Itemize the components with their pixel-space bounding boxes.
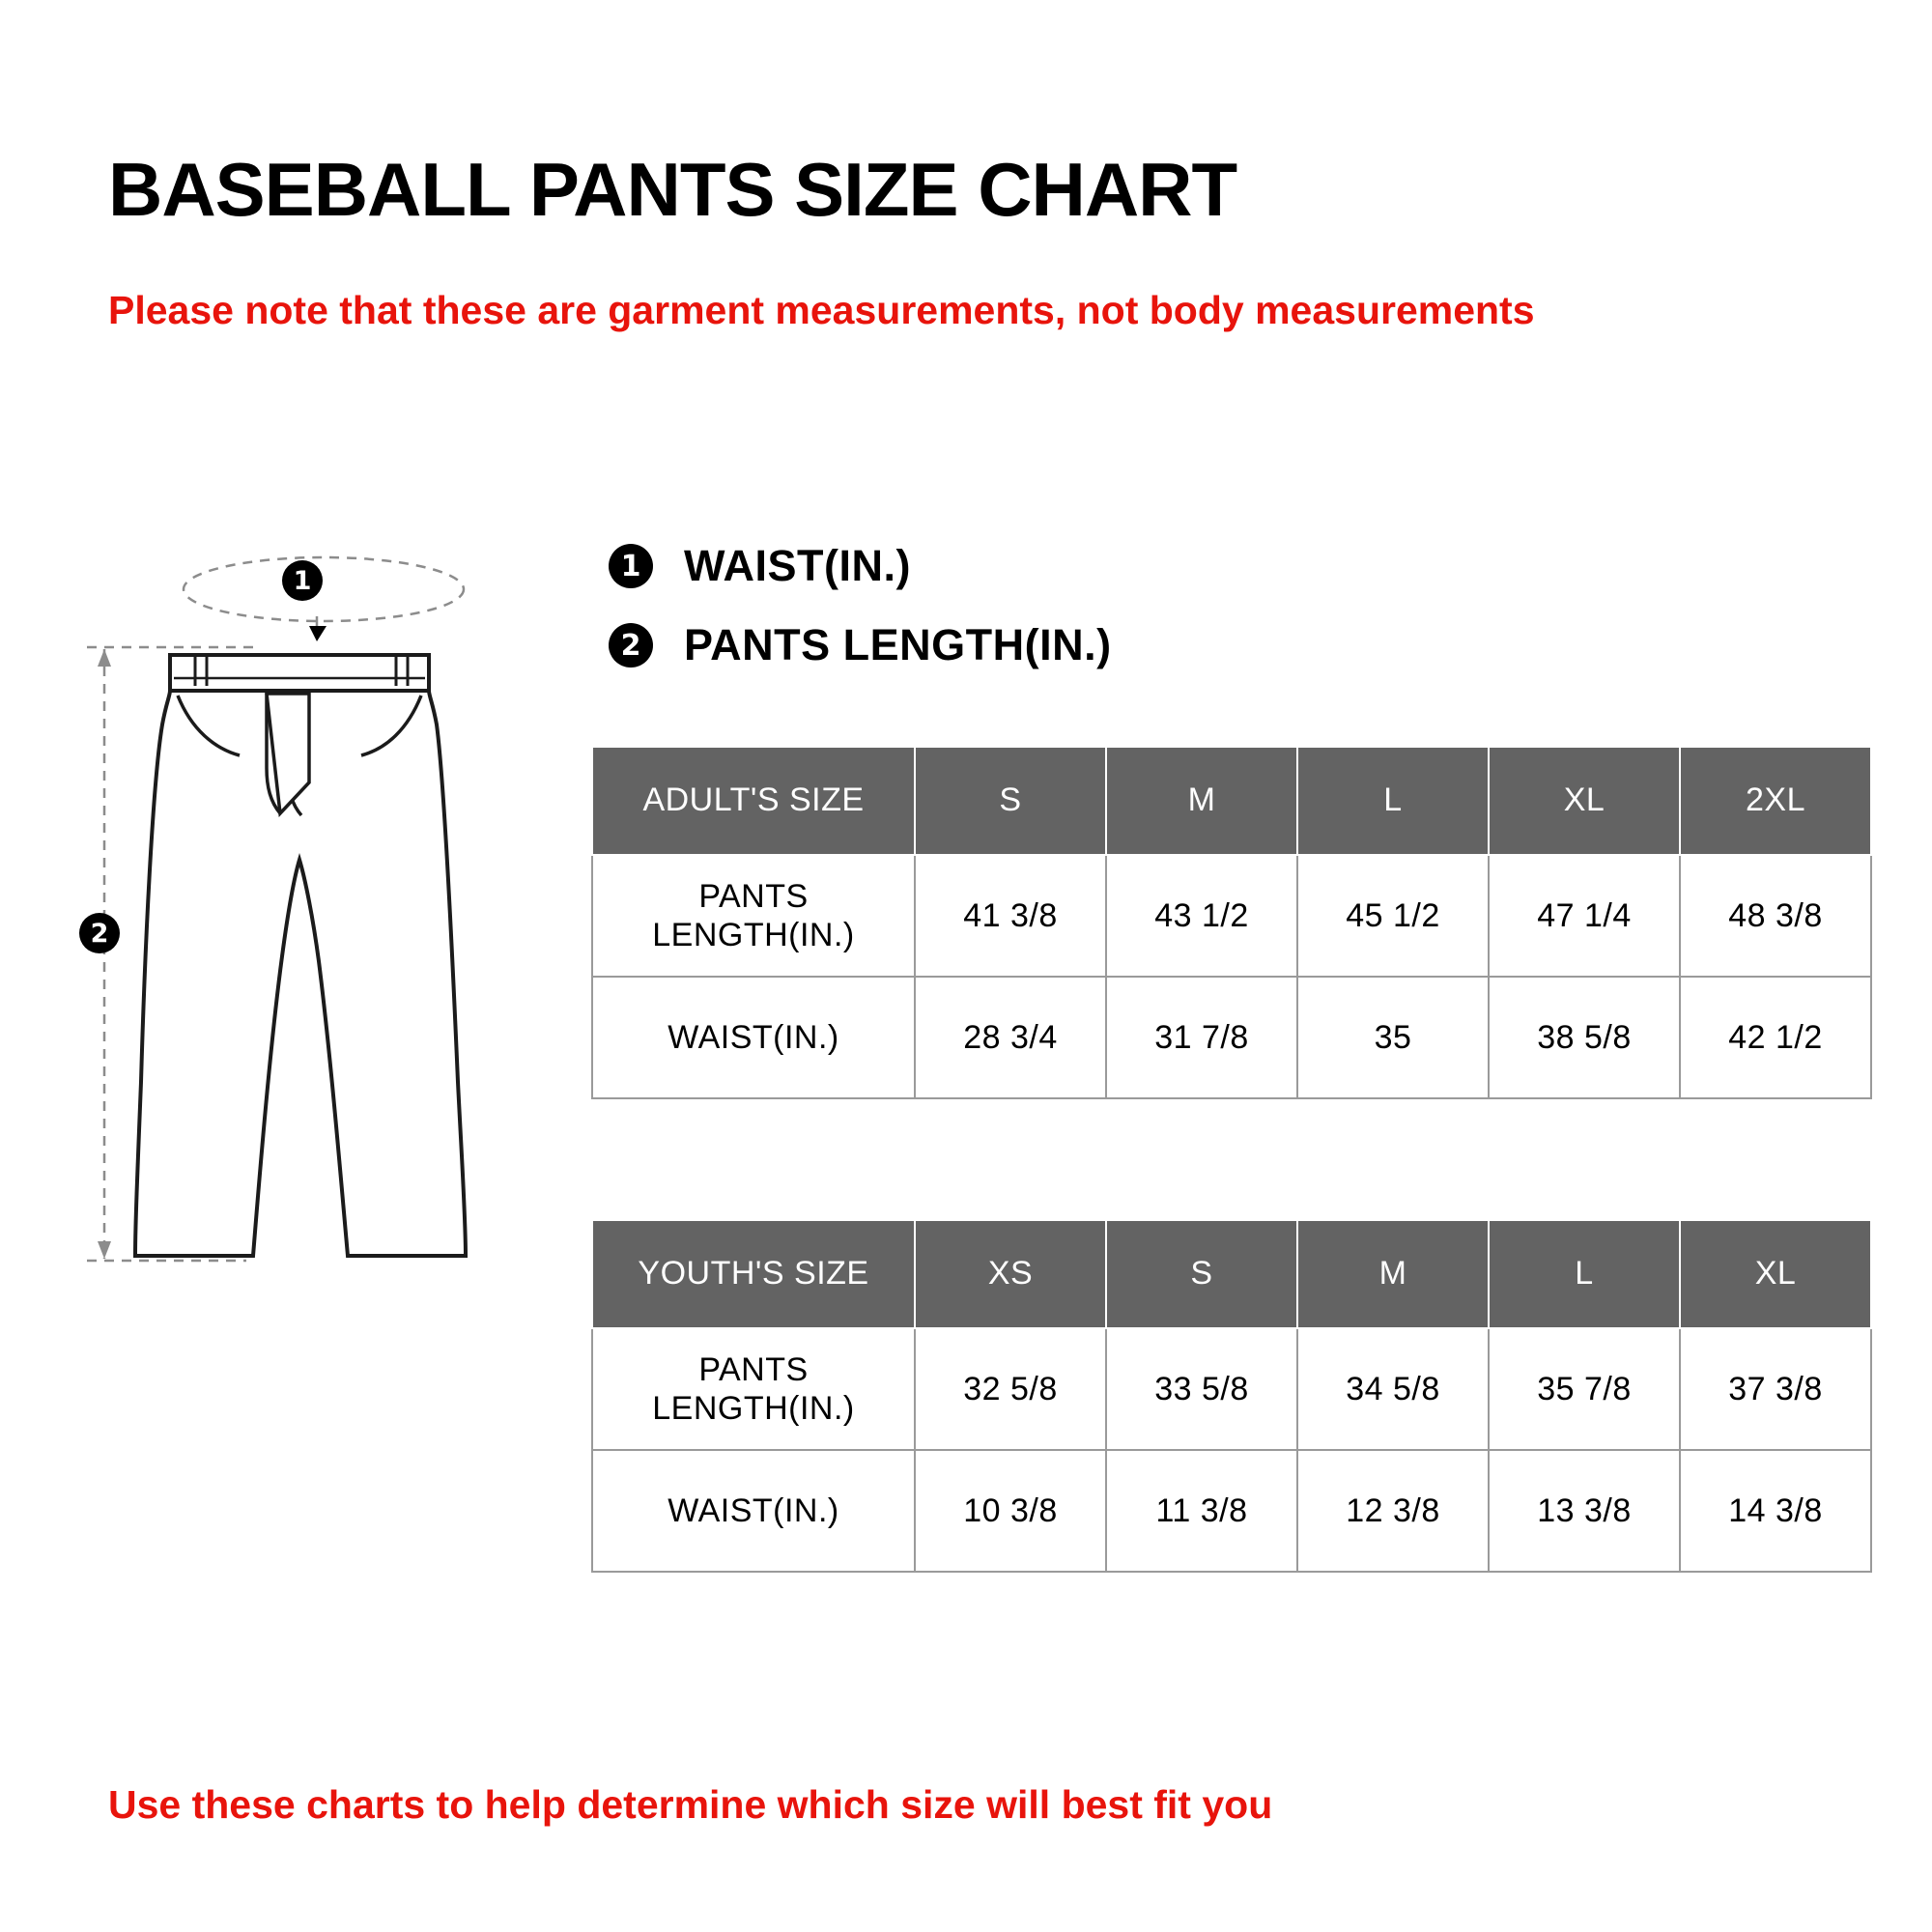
adult-size-table xyxy=(591,746,1872,1099)
adult-pants-length-xl: 47 1/4 xyxy=(1489,855,1680,977)
table-row xyxy=(592,1450,1871,1572)
youth-waist-xs: 10 3/8 xyxy=(915,1450,1106,1572)
footer-note: Use these charts to help determine which size will best fit you xyxy=(108,1782,1273,1827)
adult-pants-length-l: 45 1/2 xyxy=(1297,855,1489,977)
youth-col-xl: XL xyxy=(1680,1220,1871,1328)
adult-row-label-pants-length: PANTS LENGTH(IN.) xyxy=(592,855,915,977)
diagram-number-one-icon: 1 xyxy=(282,560,323,601)
adult-pants-length-2xl: 48 3/8 xyxy=(1680,855,1871,977)
legend-label-waist: WAIST(IN.) xyxy=(684,541,911,590)
youth-col-xs: XS xyxy=(915,1220,1106,1328)
youth-waist-m: 12 3/8 xyxy=(1297,1450,1489,1572)
table-row xyxy=(592,1328,1871,1450)
number-two-icon: 2 xyxy=(609,623,653,668)
youth-waist-s: 11 3/8 xyxy=(1106,1450,1297,1572)
youth-pants-length-l: 35 7/8 xyxy=(1489,1328,1680,1450)
legend-label-pants-length: PANTS LENGTH(IN.) xyxy=(684,620,1112,669)
legend-item-waist xyxy=(609,541,1112,591)
adult-waist-2xl: 42 1/2 xyxy=(1680,977,1871,1098)
youth-pants-length-m: 34 5/8 xyxy=(1297,1328,1489,1450)
youth-waist-xl: 14 3/8 xyxy=(1680,1450,1871,1572)
adult-col-xl: XL xyxy=(1489,747,1680,855)
youth-row-label-pants-length: PANTS LENGTH(IN.) xyxy=(592,1328,915,1450)
legend xyxy=(609,541,1112,699)
adult-table-title: ADULT'S SIZE xyxy=(592,747,915,855)
adult-waist-m: 31 7/8 xyxy=(1106,977,1297,1098)
youth-table-title: YOUTH'S SIZE xyxy=(592,1220,915,1328)
table-row xyxy=(592,977,1871,1098)
pants-diagram xyxy=(77,541,570,1343)
adult-col-2xl: 2XL xyxy=(1680,747,1871,855)
measurement-note: Please note that these are garment measurements, not body measurements xyxy=(108,288,1535,332)
youth-pants-length-xs: 32 5/8 xyxy=(915,1328,1106,1450)
adult-table-header-row xyxy=(592,747,1871,855)
diagram-number-two-icon: 2 xyxy=(79,913,120,953)
adult-pants-length-m: 43 1/2 xyxy=(1106,855,1297,977)
youth-col-s: S xyxy=(1106,1220,1297,1328)
youth-col-l: L xyxy=(1489,1220,1680,1328)
youth-pants-length-xl: 37 3/8 xyxy=(1680,1328,1871,1450)
youth-col-m: M xyxy=(1297,1220,1489,1328)
number-one-icon: 1 xyxy=(609,544,653,588)
adult-waist-s: 28 3/4 xyxy=(915,977,1106,1098)
page-title: BASEBALL PANTS SIZE CHART xyxy=(108,147,1237,233)
pants-illustration-svg xyxy=(77,541,570,1343)
youth-waist-l: 13 3/8 xyxy=(1489,1450,1680,1572)
adult-col-s: S xyxy=(915,747,1106,855)
adult-col-l: L xyxy=(1297,747,1489,855)
legend-item-pants-length xyxy=(609,620,1112,670)
youth-table-header-row xyxy=(592,1220,1871,1328)
adult-waist-xl: 38 5/8 xyxy=(1489,977,1680,1098)
adult-col-m: M xyxy=(1106,747,1297,855)
youth-size-table xyxy=(591,1219,1872,1573)
adult-waist-l: 35 xyxy=(1297,977,1489,1098)
adult-row-label-waist: WAIST(IN.) xyxy=(592,977,915,1098)
youth-pants-length-s: 33 5/8 xyxy=(1106,1328,1297,1450)
adult-pants-length-s: 41 3/8 xyxy=(915,855,1106,977)
youth-row-label-waist: WAIST(IN.) xyxy=(592,1450,915,1572)
table-row xyxy=(592,855,1871,977)
